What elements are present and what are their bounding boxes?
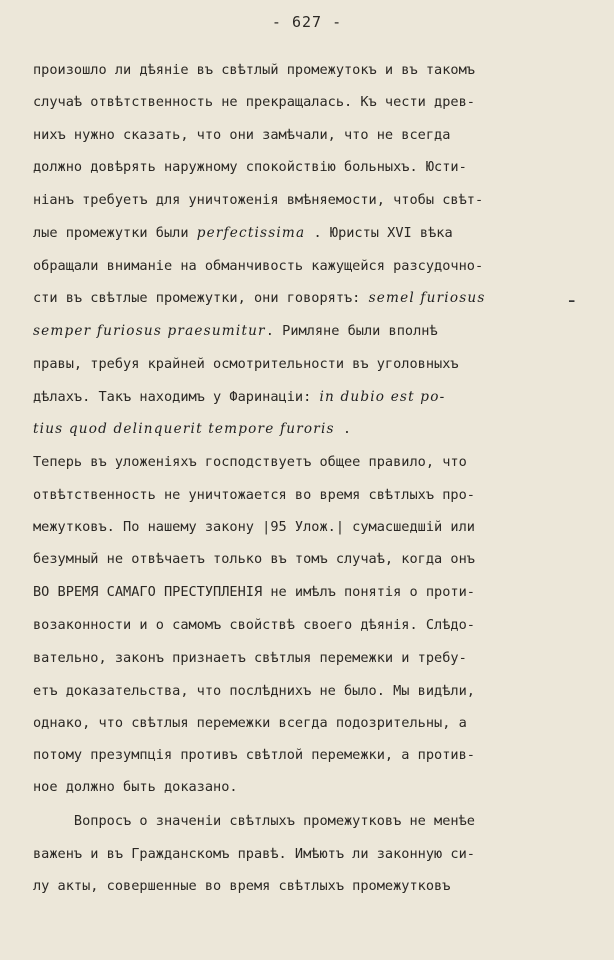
handwritten-latin: in dubio est po- bbox=[319, 389, 446, 405]
text-line bbox=[33, 358, 459, 372]
handwritten-latin: tius quod delinquerit tempore furoris bbox=[33, 421, 335, 437]
typed-text: Вопросъ о значеніи свѣтлыхъ промежутковъ не менѣе bbox=[33, 813, 475, 829]
typed-text: . Римляне были вполнѣ bbox=[265, 323, 438, 339]
typed-text: . Юристы XVI вѣка bbox=[305, 225, 453, 241]
text-line bbox=[33, 685, 475, 699]
typed-text: ВО ВРЕМЯ САМАГО ПРЕСТУПЛЕНІЯ не имѣлъ понятія о проти- bbox=[33, 584, 475, 600]
margin-dash: - bbox=[568, 288, 576, 313]
typed-text: отвѣтственность не уничтожается во время свѣтлыхъ про- bbox=[33, 487, 475, 503]
typed-text: возаконности и о самомъ свойствѣ своего дѣянія. Слѣдо- bbox=[33, 617, 475, 633]
typed-text: потому презумпція противъ свѣтлой перемежки, а против- bbox=[33, 747, 475, 763]
typed-text: однако, что свѣтлыя перемежки всегда подозрительны, а bbox=[33, 715, 467, 731]
text-line bbox=[33, 586, 475, 600]
page-number: - 627 - bbox=[271, 13, 343, 31]
text-line bbox=[33, 325, 438, 339]
typed-text: правы, требуя крайней осмотрительности въ уголовныхъ bbox=[33, 356, 459, 372]
typed-text: . bbox=[334, 421, 352, 437]
typed-text: лу акты, совершенные во время свѣтлыхъ промежутковъ bbox=[33, 878, 451, 894]
text-line bbox=[33, 456, 467, 470]
typed-text: дѣлахъ. Такъ находимъ у Фаринаціи: bbox=[33, 389, 320, 405]
typed-text: лые промежутки были bbox=[33, 225, 197, 241]
typed-text: ніанъ требуетъ для уничтоженія вмѣняемости, чтобы свѣт- bbox=[33, 192, 484, 208]
text-line bbox=[33, 129, 450, 143]
text-line bbox=[33, 227, 453, 241]
typed-text: Теперь въ уложеніяхъ господствуетъ общее правило, что bbox=[33, 454, 467, 470]
handwritten-latin: semper furiosus praesumitur bbox=[33, 323, 266, 339]
text-line bbox=[33, 749, 475, 763]
typed-text: должно довѣрять наружному спокойствію больныхъ. Юсти- bbox=[33, 159, 467, 175]
text-line bbox=[33, 717, 467, 731]
text-line bbox=[33, 292, 486, 306]
text-line bbox=[33, 391, 445, 405]
handwritten-latin: perfectissima bbox=[196, 225, 306, 241]
typed-text: нихъ нужно сказать, что они замѣчали, что не всегда bbox=[33, 127, 451, 143]
typed-text: етъ доказательства, что послѣднихъ не было. Мы видѣли, bbox=[33, 683, 475, 699]
text-line bbox=[33, 880, 450, 894]
text-line bbox=[33, 96, 475, 110]
text-line bbox=[33, 64, 475, 78]
typed-text: межутковъ. По нашему закону |95 Улож.| сумасшедшій или bbox=[33, 519, 475, 535]
text-line bbox=[33, 652, 467, 666]
typed-text: важенъ и въ Гражданскомъ правѣ. Имѣютъ ли законную си- bbox=[33, 846, 475, 862]
typed-text: вательно, законъ признаетъ свѣтлыя перемежки и требу- bbox=[33, 650, 467, 666]
text-line bbox=[33, 161, 467, 175]
typed-text: сти въ свѣтлые промежутки, они говорятъ: bbox=[33, 290, 369, 306]
text-line bbox=[33, 260, 483, 274]
text-line bbox=[33, 553, 475, 567]
text-line bbox=[33, 815, 475, 829]
text-line bbox=[33, 781, 238, 795]
text-line bbox=[33, 521, 475, 535]
text-line bbox=[33, 619, 475, 633]
typed-text: безумный не отвѣчаетъ только въ томъ случаѣ, когда онъ bbox=[33, 551, 475, 567]
text-line bbox=[33, 489, 475, 503]
typed-text: произошло ли дѣяніе въ свѣтлый промежутокъ и въ такомъ bbox=[33, 62, 475, 78]
handwritten-latin: semel furiosus bbox=[368, 290, 486, 306]
text-line bbox=[33, 423, 351, 437]
typed-text: обращали вниманіе на обманчивость кажущейся разсудочно- bbox=[33, 258, 484, 274]
typed-text: случаѣ отвѣтственность не прекращалась. Къ чести древ- bbox=[33, 94, 475, 110]
typed-text: ное должно быть доказано. bbox=[33, 779, 238, 795]
text-line bbox=[33, 194, 483, 208]
text-line bbox=[33, 848, 475, 862]
